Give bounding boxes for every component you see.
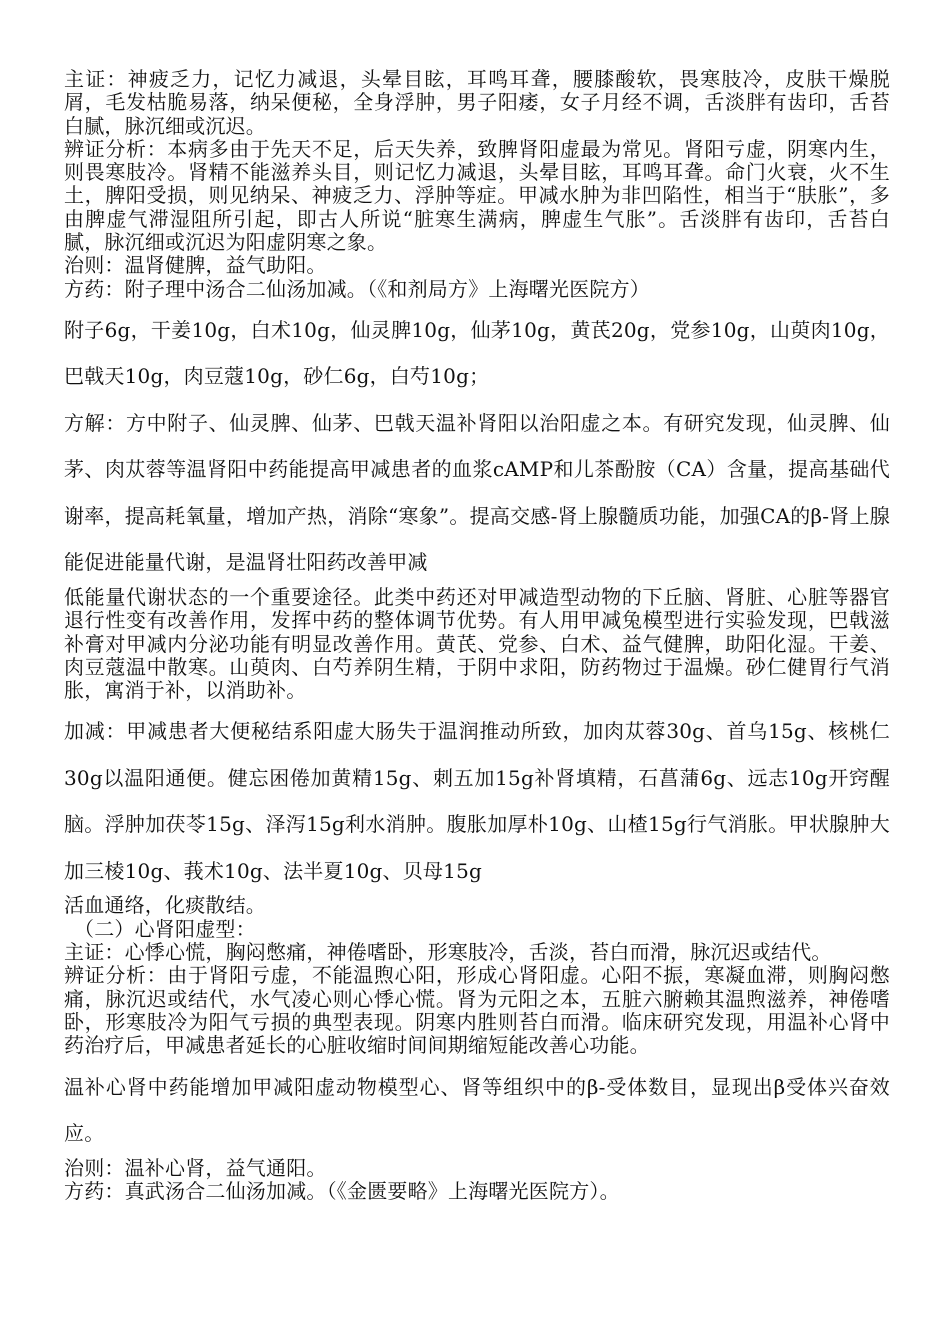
paragraph-modifications-end: 活血通络，化痰散结。 [64, 893, 266, 918]
paragraph-research-note: 温补心肾中药能增加甲减阳虚动物模型心、肾等组织中的β-受体数目，显现出β受体兴奋效应。 [64, 1074, 890, 1146]
paragraph-modifications: 加减：甲减患者大便秘结系阳虚大肠失于温润推动所致，加肉苁蓉30g、首乌15g、核桃仁30g以温阳通便。健忘困倦加黄精15g、刺五加15g补肾填精，石菖蒲6g、远志10g开窍醒脑。浮肿加茯苓15g、泽泻15g利水消肿。腹胀加厚朴10g、山楂15g行气消胀。甲状腺肿大加三棱10g、莪术10g、法半夏10g、贝母15g [64, 719, 890, 883]
paragraph-formula-explanation-b: 低能量代谢状态的一个重要途径。此类中药还对甲减造型动物的下丘脑、肾脏、心脏等器官退行性变有改善作用，发挥中药的整体调节优势。有人用甲减兔模型进行实验发现，巴戟滋补膏对甲减内分泌功能有明显改善作用。黄芪、党参、白术、益气健脾，助阳化湿。干姜、肉豆蔻温中散寒。山萸肉、白芍养阴生精，于阴中求阳，防药物过于温燥。砂仁健胃行气消胀，寓消于补，以消助补。 [64, 584, 890, 703]
paragraph-analysis-2: 辨证分析：由于肾阳亏虚，不能温煦心阳，形成心肾阳虚。心阳不振，寒凝血滞，则胸闷憋痛，脉沉迟或结代，水气凌心则心悸心慌。肾为元阳之本，五脏六腑赖其温煦滋养，神倦嗜卧，形寒肢冷为阳气亏损的典型表现。阴寒内胜则苔白而滑。临床研究发现，用温补心肾中药治疗后，甲减患者延长的心脏收缩时间间期缩短能改善心功能。 [64, 963, 890, 1058]
paragraph-prescription-2: 方药：真武汤合二仙汤加减。（《金匮要略》上海曙光医院方）。 [64, 1178, 620, 1203]
paragraph-formula-explanation-a: 方解：方中附子、仙灵脾、仙茅、巴戟天温补肾阳以治阳虚之本。有研究发现，仙灵脾、仙茅、肉苁蓉等温肾阳中药能提高甲减患者的血浆cAMP和儿茶酚胺（CA）含量，提高基础代谢率，提高耗氧量，增加产热，消除“寒象”。提高交感-肾上腺髓质功能，加强CA的β-肾上腺能促进能量代谢，是温肾壮阳药改善甲减 [64, 410, 890, 575]
paragraph-main-symptoms-1: 主证：神疲乏力，记忆力减退，头晕目眩，耳鸣耳聋，腰膝酸软，畏寒肢冷，皮肤干燥脱屑，毛发枯脆易落，纳呆便秘，全身浮肿，男子阳痿，女子月经不调，舌淡胖有齿印，舌苔白腻，脉沉细或沉迟。 [64, 67, 890, 138]
document-page [64, 68, 890, 1203]
paragraph-treatment-principle-1: 治则：温肾健脾，益气助阳。 [64, 253, 327, 278]
paragraph-main-symptoms-2: 主证：心悸心慌，胸闷憋痛，神倦嗜卧，形寒肢冷，舌淡，苔白而滑，脉沉迟或结代。 [64, 940, 832, 965]
section-heading-heart-kidney: （二）心肾阳虚型： [74, 916, 256, 941]
paragraph-treatment-principle-2: 治则：温补心肾，益气通阳。 [64, 1155, 327, 1180]
paragraph-ingredients: 附子6g，干姜10g，白术10g，仙灵脾10g，仙茅10g，黄芪20g，党参10g，山萸肉10g，巴戟天10g，肉豆蔻10g，砂仁6g，白芍10g； [64, 317, 890, 389]
paragraph-prescription-1: 方药：附子理中汤合二仙汤加减。（《和剂局方》上海曙光医院方） [64, 276, 650, 301]
paragraph-analysis-1: 辨证分析：本病多由于先天不足，后天失养，致脾肾阳虚最为常见。肾阳亏虚，阴寒内生，则畏寒肢冷。肾精不能滋养头目，则记忆力减退，头晕目眩，耳鸣耳聋。命门火衰，火不生土，脾阳受损，则见纳呆、神疲乏力、浮肿等症。甲减水肿为非凹陷性，相当于“肤胀”，多由脾虚气滞湿阻所引起，即古人所说“脏寒生满病，脾虚生气胀”。舌淡胖有齿印，舌苔白腻，脉沉细或沉迟为阳虚阴寒之象。 [64, 136, 890, 255]
